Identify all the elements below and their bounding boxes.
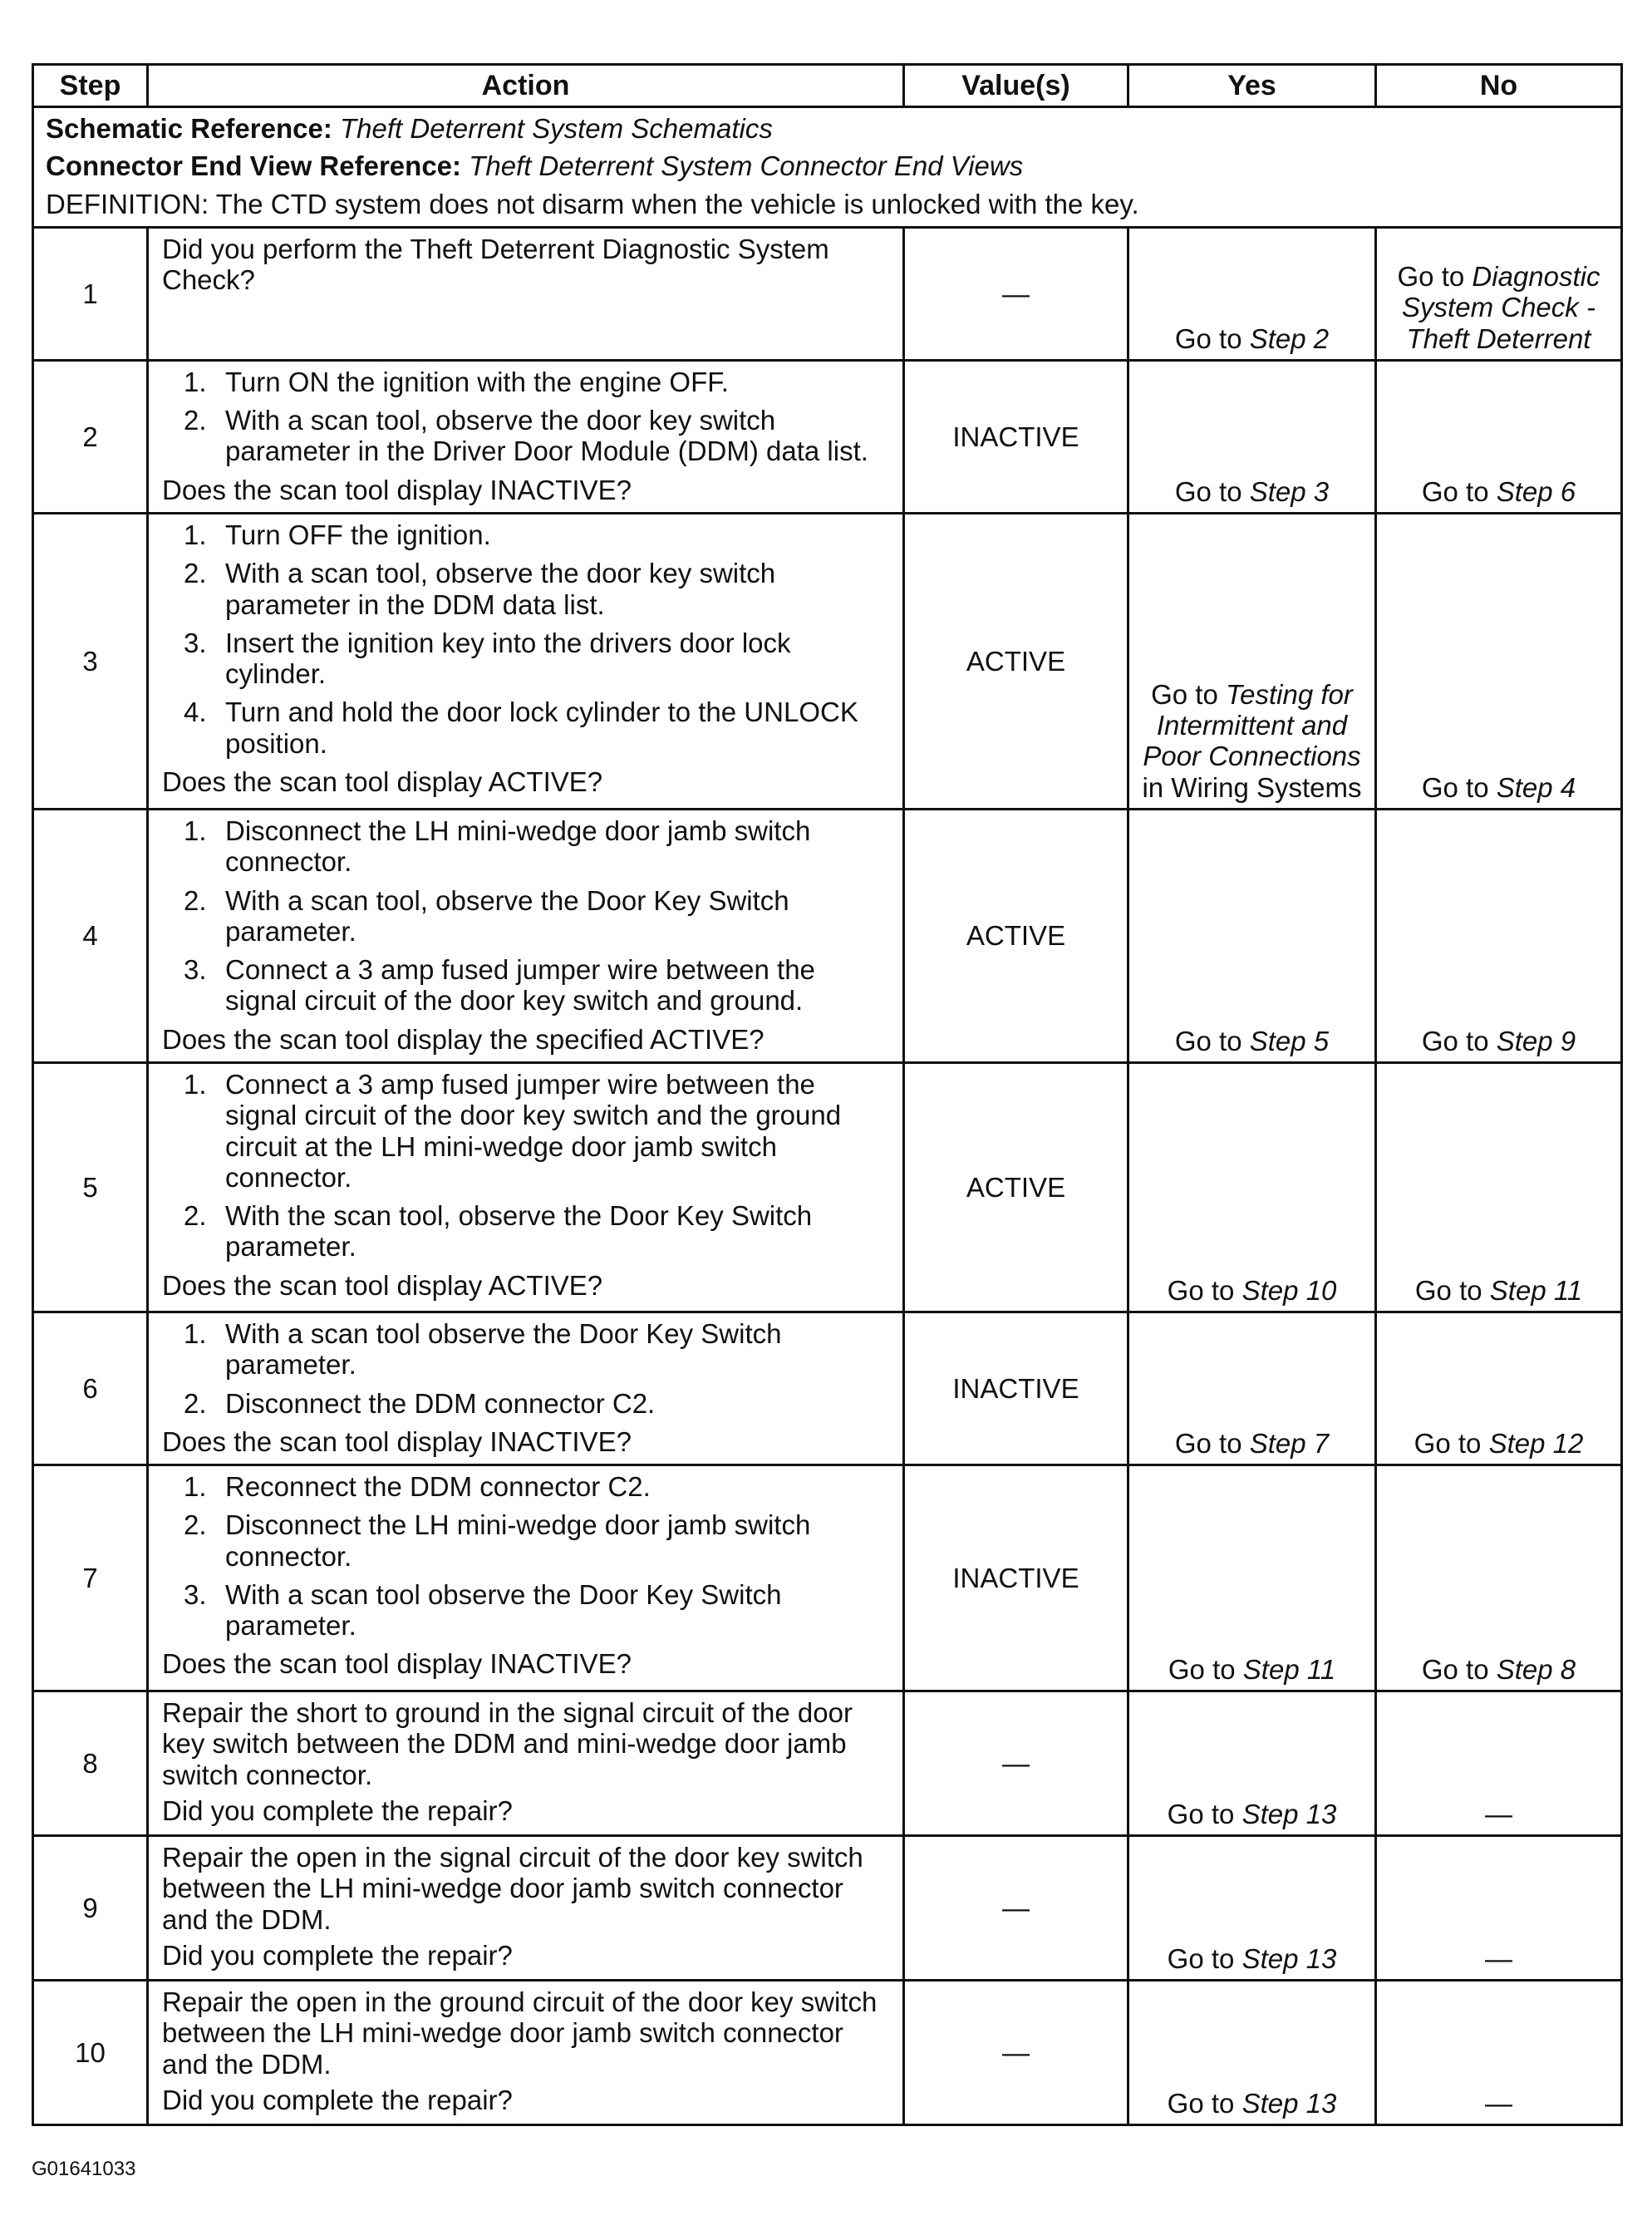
no-goto-prefix: Go to [1414,1427,1489,1459]
header-yes: Yes [1128,65,1376,107]
step-number: 9 [33,1836,148,1981]
action-question: Did you complete the repair? [162,2084,513,2115]
yes-goto-prefix: Go to [1174,1427,1250,1459]
action-step-number: 1. [184,1317,207,1349]
yes-goto-link[interactable]: Step 10 [1241,1274,1337,1306]
action-cell [148,227,904,360]
diagnostic-document [32,63,1620,2126]
action-step-text: Turn OFF the ignition. [225,519,491,550]
step-row [33,809,1622,1062]
yes-goto-link[interactable]: Step 5 [1249,1025,1330,1056]
action-cell [148,360,904,513]
header-step: Step [33,65,148,107]
action-question: Does the scan tool display INACTIVE? [162,1425,632,1457]
no-action-cell [1376,360,1622,513]
action-step-number: 2. [184,1387,207,1419]
no-action-cell [1376,1062,1622,1312]
yes-goto-prefix: Go to [1167,2087,1242,2119]
no-goto-prefix: Go to [1421,475,1497,507]
action-step-item [162,367,894,397]
action-step-number: 1. [184,815,207,846]
action-step-item [162,697,894,759]
action-intro: Repair the short to ground in the signal circuit of the door key switch between the DDM and mini-wedge door jamb switch connector. [162,1697,853,1790]
expected-value: ACTIVE [904,809,1128,1062]
action-question: Does the scan tool display ACTIVE? [162,766,603,797]
yes-action-cell [1128,1465,1376,1691]
action-question: Did you complete the repair? [162,1939,513,1971]
yes-action-cell [1128,1836,1376,1981]
yes-goto-link[interactable]: Step 2 [1249,322,1330,354]
no-goto-prefix: Go to [1421,1025,1497,1056]
no-goto-prefix: — [1485,2087,1512,2119]
expected-value: INACTIVE [904,360,1128,513]
no-goto-link[interactable]: Step 8 [1496,1653,1576,1685]
action-step-number: 1. [184,1471,207,1503]
action-cell [148,1312,904,1465]
action-step-item [162,1471,894,1502]
step-row [33,227,1622,360]
no-goto-link[interactable]: Step 6 [1496,475,1576,507]
action-step-text: Disconnect the LH mini-wedge door jamb switch connector. [225,815,811,878]
no-goto-prefix: Go to [1414,1274,1490,1306]
step-number: 1 [33,227,148,360]
diagnostic-table [32,63,1623,2126]
action-step-item [162,1388,894,1419]
action-step-text: With a scan tool, observe the door key switch parameter in the Driver Door Module (DDM) data list. [225,405,868,467]
connector-reference-link[interactable]: Theft Deterrent System Connector End Views [469,150,1024,182]
step-number: 3 [33,513,148,809]
action-step-item [162,1200,894,1263]
action-step-item [162,1069,894,1193]
action-steps-list [162,1318,894,1419]
action-step-text: With the scan tool, observe the Door Key Switch parameter. [225,1200,813,1263]
action-step-number: 3. [184,954,207,986]
action-step-text: Connect a 3 amp fused jumper wire between the signal circuit of the door key switch and ground. [225,954,815,1017]
yes-action-cell [1128,1062,1376,1312]
connector-reference-label: Connector End View Reference: [46,150,462,182]
yes-action-cell [1128,809,1376,1062]
no-action-cell [1376,513,1622,809]
step-number: 6 [33,1312,148,1465]
no-goto-link[interactable]: Step 11 [1489,1274,1583,1306]
expected-value: — [904,1691,1128,1836]
connector-reference [46,150,1612,181]
expected-value: INACTIVE [904,1312,1128,1465]
header-action: Action [148,65,904,107]
step-number: 2 [33,360,148,513]
action-steps-list [162,519,894,759]
action-steps-list [162,815,894,1017]
action-step-text: With a scan tool observe the Door Key Switch parameter. [225,1578,782,1642]
yes-goto-prefix: Go to [1174,322,1250,354]
yes-goto-prefix: Go to [1174,475,1250,507]
no-goto-prefix: Go to [1397,261,1473,292]
yes-action-cell [1128,513,1376,809]
no-action-cell [1376,809,1622,1062]
figure-code: G01641033 [32,2158,136,2180]
no-goto-link[interactable]: Diagnostic System Check - Theft Deterrent [1402,261,1600,354]
yes-goto-prefix: Go to [1167,1942,1242,1974]
yes-action-cell [1128,1981,1376,2125]
action-step-number: 2. [184,1200,207,1232]
yes-goto-link[interactable]: Step 7 [1249,1427,1330,1459]
no-action-cell [1376,1312,1622,1465]
expected-value: ACTIVE [904,1062,1128,1312]
step-number: 7 [33,1465,148,1691]
expected-value: — [904,1836,1128,1981]
action-step-text: Insert the ignition key into the drivers door lock cylinder. [225,627,791,690]
action-intro: Did you perform the Theft Deterrent Diagnostic System Check? [162,233,829,296]
yes-action-cell [1128,227,1376,360]
action-step-item [162,558,894,620]
step-number: 5 [33,1062,148,1312]
action-step-number: 2. [184,884,207,916]
no-goto-prefix: Go to [1421,1653,1497,1685]
action-step-item [162,1579,894,1642]
action-step-text: Connect a 3 amp fused jumper wire between the signal circuit of the door key switch and the ground circuit at the LH mini-wedge door jamb switch connector. [225,1068,842,1193]
action-cell [148,809,904,1062]
action-steps-list [162,1471,894,1641]
action-step-number: 1. [184,519,207,550]
yes-action-cell [1128,1312,1376,1465]
action-step-number: 2. [184,1509,207,1541]
action-step-text: Turn ON the ignition with the engine OFF. [225,366,729,397]
yes-goto-link[interactable]: Step 3 [1249,475,1330,507]
no-goto-prefix: — [1485,1798,1512,1829]
step-number: 8 [33,1691,148,1836]
action-question: Does the scan tool display INACTIVE? [162,474,632,505]
yes-goto-link[interactable]: Step 13 [1241,2087,1337,2119]
action-step-item [162,815,894,878]
action-cell [148,1062,904,1312]
yes-goto-link[interactable]: Step 13 [1241,1798,1337,1829]
yes-action-cell [1128,360,1376,513]
action-steps-list [162,1069,894,1263]
action-question: Does the scan tool display the specified ACTIVE? [162,1023,765,1055]
expected-value: — [904,227,1128,360]
no-goto-link[interactable]: Step 9 [1496,1025,1576,1056]
action-question: Does the scan tool display ACTIVE? [162,1269,603,1301]
action-step-text: With a scan tool, observe the Door Key Switch parameter. [225,884,789,947]
action-cell [148,1465,904,1691]
action-step-text: Disconnect the DDM connector C2. [225,1387,656,1419]
step-row [33,513,1622,809]
action-cell [148,513,904,809]
action-step-item [162,954,894,1017]
reference-row [33,107,1622,228]
action-intro: Repair the open in the ground circuit of the door key switch between the LH mini-wedge door jamb switch connector and the DDM. [162,1986,878,2080]
action-cell [148,1836,904,1981]
header-values: Value(s) [904,65,1128,107]
definition-text: DEFINITION: The CTD system does not disarm when the vehicle is unlocked with the key. [46,188,1139,219]
action-step-text: Reconnect the DDM connector C2. [225,1471,651,1503]
action-step-number: 4. [184,697,207,728]
yes-goto-prefix: Go to [1168,1653,1243,1685]
step-row [33,1312,1622,1465]
no-action-cell [1376,1691,1622,1836]
step-number: 4 [33,809,148,1062]
yes-goto-prefix: Go to [1151,678,1226,710]
step-row [33,1981,1622,2125]
action-intro: Repair the open in the signal circuit of the door key switch between the LH mini-wedge door jamb switch connector and the DDM. [162,1842,863,1935]
yes-goto-suffix: in Wiring Systems [1142,771,1362,803]
action-step-number: 3. [184,627,207,658]
action-step-item [162,519,894,550]
step-row [33,1691,1622,1836]
action-question: Does the scan tool display INACTIVE? [162,1648,632,1680]
action-step-text: Turn and hold the door lock cylinder to the UNLOCK position. [225,697,858,759]
action-step-text: With a scan tool, observe the door key switch parameter in the DDM data list. [225,558,776,620]
action-step-number: 1. [184,366,207,397]
yes-goto-link[interactable]: Step 11 [1242,1653,1336,1685]
no-action-cell [1376,1465,1622,1691]
header-no: No [1376,65,1622,107]
expected-value: ACTIVE [904,513,1128,809]
yes-goto-link[interactable]: Step 13 [1241,1942,1337,1974]
reference-cell [33,107,1622,228]
step-row [33,1465,1622,1691]
action-step-item [162,405,894,467]
no-goto-prefix: Go to [1421,771,1497,803]
action-step-item [162,1318,894,1381]
action-step-text: With a scan tool observe the Door Key Switch parameter. [225,1317,782,1381]
no-goto-link[interactable]: Step 12 [1488,1427,1584,1459]
action-steps-list [162,367,894,467]
no-goto-prefix: — [1485,1942,1512,1974]
schematic-reference-label: Schematic Reference: [46,113,332,144]
action-step-item [162,1509,894,1572]
action-step-item [162,628,894,690]
yes-goto-prefix: Go to [1167,1798,1242,1829]
no-action-cell [1376,1836,1622,1981]
action-cell [148,1691,904,1836]
no-action-cell [1376,227,1622,360]
action-step-number: 3. [184,1578,207,1610]
yes-goto-prefix: Go to [1167,1274,1242,1306]
step-row [33,1836,1622,1981]
yes-goto-prefix: Go to [1174,1025,1250,1056]
yes-action-cell [1128,1691,1376,1836]
schematic-reference [46,113,1612,144]
yes-goto-link[interactable]: Testing for Intermittent and Poor Connections [1143,678,1361,772]
action-cell [148,1981,904,2125]
no-goto-link[interactable]: Step 4 [1496,771,1576,803]
expected-value: — [904,1981,1128,2125]
action-step-number: 2. [184,405,207,436]
header-row [33,65,1622,107]
action-step-text: Disconnect the LH mini-wedge door jamb switch connector. [225,1509,811,1572]
step-number: 10 [33,1981,148,2125]
action-question: Did you complete the repair? [162,1794,513,1826]
action-step-number: 1. [184,1068,207,1100]
step-row [33,360,1622,513]
no-action-cell [1376,1981,1622,2125]
expected-value: INACTIVE [904,1465,1128,1691]
action-step-number: 2. [184,558,207,589]
action-step-item [162,885,894,948]
schematic-reference-link[interactable]: Theft Deterrent System Schematics [340,113,773,144]
step-row [33,1062,1622,1312]
